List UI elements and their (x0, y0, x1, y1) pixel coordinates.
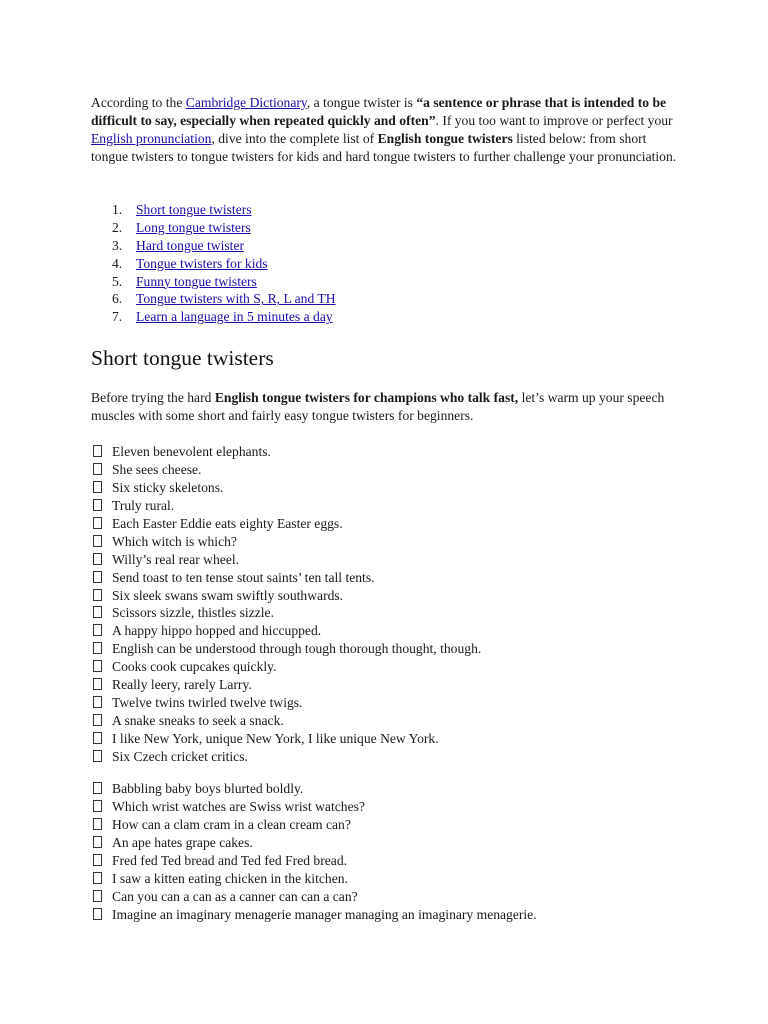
list-item (91, 870, 537, 888)
twister-text: Which witch is which? (112, 533, 237, 549)
toc-link[interactable]: Funny tongue twisters (136, 273, 257, 289)
twister-text: Truly rural. (112, 497, 175, 513)
intro-bold-list: English tongue twisters (377, 130, 513, 146)
list-item (91, 906, 537, 924)
lead-bold: English tongue twisters for champions who talk fast, (214, 390, 519, 405)
bullet-box-icon (93, 624, 102, 636)
twister-text: Six Czech cricket critics. (112, 748, 248, 764)
twister-text: An ape hates grape cakes. (112, 834, 253, 850)
list-item (91, 748, 481, 766)
bullet-box-icon (93, 445, 102, 457)
toc-link[interactable]: Long tongue twisters (136, 219, 251, 235)
toc-item (91, 255, 336, 273)
list-item (91, 694, 481, 712)
section-lead (91, 389, 681, 425)
list-item (91, 569, 481, 587)
toc-link[interactable]: Hard tongue twister (136, 237, 244, 253)
lead-text-2: let’s warm up your speech muscles with some short and fairly easy tongue twisters for beginners. (91, 390, 665, 423)
bullet-box-icon (93, 517, 102, 529)
section-title: Short tongue twisters (91, 346, 274, 370)
toc-link[interactable]: Tongue twisters for kids (136, 255, 268, 271)
intro-text-1: According to the (91, 95, 186, 110)
intro-text-2: , a tongue twister is (306, 95, 417, 110)
twister-text: How can a clam cram in a clean cream can? (112, 816, 351, 832)
intro-text-3: . If you too want to improve or perfect your (435, 112, 673, 128)
bullet-box-icon (93, 908, 102, 920)
list-item (91, 461, 481, 479)
list-item (91, 712, 481, 730)
twister-text: Six sleek swans swam swiftly southwards. (112, 587, 344, 603)
list-item (91, 515, 481, 533)
twister-text: Willy’s real rear wheel. (112, 551, 240, 567)
bullet-box-icon (93, 499, 102, 511)
toc-number: 4. (112, 255, 123, 271)
toc-item (91, 219, 336, 237)
list-item (91, 816, 537, 834)
twister-text: Send toast to ten tense stout saints’ ten tall tents. (112, 569, 375, 585)
twister-text: A happy hippo hopped and hiccupped. (112, 623, 322, 639)
twister-text: Which wrist watches are Swiss wrist watches? (112, 798, 365, 814)
twister-text: Imagine an imaginary menagerie manager managing an imaginary menagerie. (112, 906, 537, 922)
definition-quote: “a sentence or phrase that is intended to be difficult to say, especially when repeated quickly and often” (91, 95, 667, 128)
toc-item (91, 273, 336, 291)
bullet-box-icon (93, 535, 102, 547)
twister-text: English can be understood through tough thorough thought, though. (112, 641, 482, 657)
cambridge-dictionary-link[interactable]: Cambridge Dictionary (185, 95, 307, 110)
toc-link[interactable]: Tongue twisters with S, R, L and TH (136, 291, 336, 307)
list-item (91, 622, 481, 640)
toc-link[interactable]: Short tongue twisters (136, 202, 252, 217)
english-pronunciation-link[interactable]: English pronunciation (91, 130, 212, 146)
intro-paragraph (91, 94, 681, 166)
twister-text: Twelve twins twirled twelve twigs. (112, 695, 303, 711)
twister-text: Scissors sizzle, thistles sizzle. (112, 605, 274, 621)
toc-number: 5. (112, 273, 123, 289)
twister-text: A snake sneaks to seek a snack. (112, 713, 284, 729)
list-item (91, 730, 481, 748)
list-item (91, 780, 537, 798)
toc-number: 6. (112, 291, 123, 307)
twister-text: I saw a kitten eating chicken in the kitchen. (112, 870, 348, 886)
toc-number: 3. (112, 237, 123, 253)
list-item (91, 658, 481, 676)
twister-text: Eleven benevolent elephants. (112, 444, 271, 459)
bullet-box-icon (93, 854, 102, 866)
bullet-box-icon (93, 782, 102, 794)
list-item (91, 888, 537, 906)
twister-list-1 (91, 443, 481, 766)
bullet-box-icon (93, 800, 102, 812)
bullet-box-icon (93, 606, 102, 618)
bullet-box-icon (93, 750, 102, 762)
toc-item (91, 201, 336, 219)
bullet-box-icon (93, 732, 102, 744)
bullet-box-icon (93, 678, 102, 690)
toc-number: 1. (112, 202, 123, 217)
list-item (91, 443, 481, 461)
bullet-box-icon (93, 890, 102, 902)
list-item (91, 640, 481, 658)
bullet-box-icon (93, 872, 102, 884)
list-item (91, 676, 481, 694)
twister-text: Really leery, rarely Larry. (112, 677, 252, 693)
bullet-box-icon (93, 818, 102, 830)
toc-item (91, 308, 336, 326)
toc-number: 7. (112, 309, 123, 325)
intro-text-5: listed below: from short tongue twisters to tongue twisters for kids and hard tongue twisters to further challenge your pronunciation. (91, 130, 677, 164)
bullet-box-icon (93, 696, 102, 708)
twister-text: Can you can a can as a canner can can a can? (112, 888, 358, 904)
list-item (91, 587, 481, 605)
list-item (91, 834, 537, 852)
twister-list-2 (91, 780, 537, 924)
bullet-box-icon (93, 463, 102, 475)
toc-item (91, 290, 336, 308)
bullet-box-icon (93, 714, 102, 726)
twister-text: Babbling baby boys blurted boldly. (112, 781, 304, 796)
twister-text: Fred fed Ted bread and Ted fed Fred bread. (112, 852, 348, 868)
bullet-box-icon (93, 589, 102, 601)
toc-number: 2. (112, 219, 123, 235)
twister-text: Six sticky skeletons. (112, 479, 224, 495)
lead-text-1: Before trying the hard (91, 390, 215, 405)
list-item (91, 551, 481, 569)
list-item (91, 604, 481, 622)
bullet-box-icon (93, 642, 102, 654)
bullet-box-icon (93, 836, 102, 848)
bullet-box-icon (93, 660, 102, 672)
twister-text: I like New York, unique New York, I like unique New York. (112, 731, 439, 746)
twister-text: Each Easter Eddie eats eighty Easter eggs. (112, 515, 343, 531)
list-item (91, 479, 481, 497)
list-item (91, 497, 481, 515)
toc-link[interactable]: Learn a language in 5 minutes a day (136, 309, 333, 325)
intro-text-4: , dive into the complete list of (211, 130, 378, 146)
list-item (91, 852, 537, 870)
twister-text: Cooks cook cupcakes quickly. (112, 659, 277, 675)
list-item (91, 798, 537, 816)
table-of-contents (91, 201, 336, 326)
bullet-box-icon (93, 481, 102, 493)
bullet-box-icon (93, 571, 102, 583)
list-item (91, 533, 481, 551)
twister-text: She sees cheese. (112, 461, 202, 477)
toc-item (91, 237, 336, 255)
bullet-box-icon (93, 553, 102, 565)
